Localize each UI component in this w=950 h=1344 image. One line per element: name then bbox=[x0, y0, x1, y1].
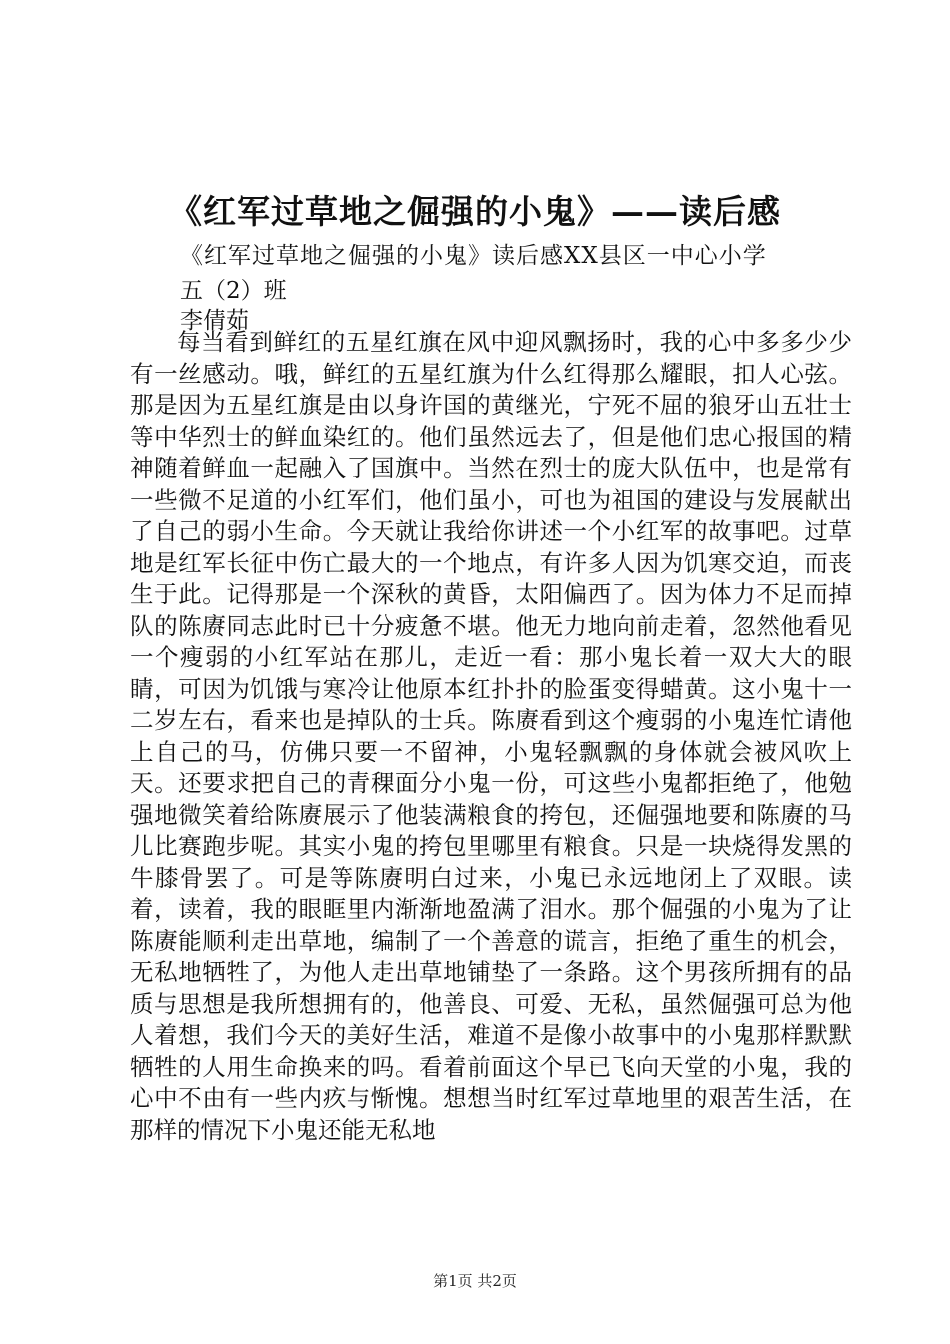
author-name: 李倩茹 bbox=[180, 308, 249, 334]
class-name: 五（2）班 bbox=[180, 278, 287, 304]
body-paragraph: 每当看到鲜红的五星红旗在风中迎风飘扬时，我的心中多多少少有一丝感动。哦，鲜红的五星红旗为什么红得那么耀眼，扣人心弦。那是因为五星红旗是由以身许国的黄继光，宁死不屈的狼牙山五壮士等中华烈士的鲜血染红的。他们虽然远去了，但是他们忠心报国的精神随着鲜血一起融入了国旗中。当然在烈士的庞大队伍中，也是常有一些微不足道的小红军们，他们虽小，可也为祖国的建设与发展献出了自己的弱小生命。今天就让我给你讲述一个小红军的故事吧。过草地是红军长征中伤亡最大的一个地点，有许多人因为饥寒交迫，而丧生于此。记得那是一个深秋的黄昏，太阳偏西了。因为体力不足而掉队的陈赓同志此时已十分疲惫不堪。他无力地向前走着，忽然他看见一个瘦弱的小红军站在那儿，走近一看：那小鬼长着一双大大的眼睛，可因为饥饿与寒冷让他原本红扑扑的脸蛋变得蜡黄。这小鬼十一二岁左右，看来也是掉队的士兵。陈赓看到这个瘦弱的小鬼连忙请他上自己的马，仿佛只要一不留神，小鬼轻飘飘的身体就会被风吹上天。还要求把自己的青稞面分小鬼一份，可这些小鬼都拒绝了，他勉强地微笑着给陈赓展示了他装满粮食的挎包，还倔强地要和陈赓的马儿比赛跑步呢。其实小鬼的挎包里哪里有粮食。只是一块烧得发黑的牛膝骨罢了。可是等陈赓明白过来，小鬼已永远地闭上了双眼。读着，读着，我的眼眶里内渐渐地盈满了泪水。那个倔强的小鬼为了让陈赓能顺利走出草地，编制了一个善意的谎言，拒绝了重生的机会，无私地牺牲了，为他人走出草地铺垫了一条路。这个男孩所拥有的品质与思想是我所想拥有的，他善良、可爱、无私，虽然倔强可总为他人着想，我们今天的美好生活，难道不是像小故事中的小鬼那样默默牺牲的人用生命换来的吗。看着前面这个早已飞向天堂的小鬼，我的心中不由有一些内疚与惭愧。想想当时红军过草地里的艰苦生活，在那样的情况下小鬼还能无私地 bbox=[130, 328, 852, 1144]
document-subtitle: 《红军过草地之倔强的小鬼》读后感XX县区一中心小学 bbox=[180, 243, 767, 269]
document-title: 《红军过草地之倔强的小鬼》——读后感 bbox=[169, 192, 781, 231]
page-number: 第1页 共2页 bbox=[433, 1272, 517, 1290]
